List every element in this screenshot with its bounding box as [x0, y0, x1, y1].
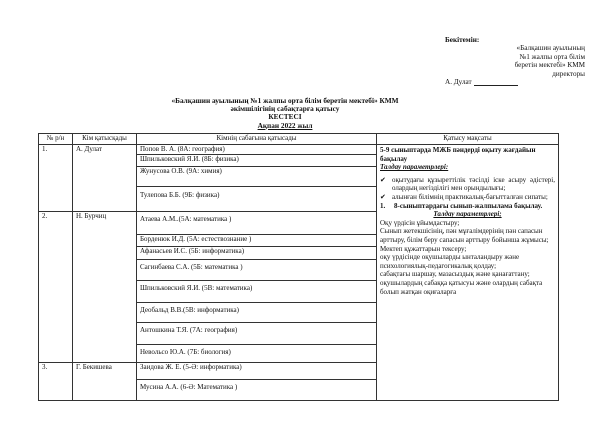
goal-line: Сынып жетекшісінің, пән мұғалімдерінің пән сапасын арттыру, білім беру сапасын арттыру бойынша жұмысы; [380, 227, 549, 244]
column-header: Қатысу мақсаты [377, 134, 559, 145]
table-row [39, 145, 559, 212]
teacher-entry: Сагинбаева С.А. (5Б: математика ) [137, 260, 376, 281]
teacher-entry: Невольсо Ю.А. (7Б: биология) [140, 348, 231, 356]
goal-bullet: ✔ оқытудағы құзыреттілік тәсілді іске асыру әдістері, олардың негізділігі мен орындылығы; [380, 175, 555, 193]
teachers-cell [137, 212, 377, 363]
approval-block [445, 36, 585, 86]
approval-label: Бекітемін: [445, 36, 480, 44]
akimat-line: әкімшілігінің сабақтарға қатысу [230, 104, 340, 114]
goal-line: Оқу үрдісін ұйымдастыру; [380, 218, 460, 227]
row-number: 1. [39, 145, 73, 212]
approval-line: №1 жалпы орта білім [519, 52, 585, 61]
params-label: Талдау параметрлері: [380, 163, 449, 172]
teacher-entry: Жунусова О.В. (9А: химия) [137, 167, 376, 187]
teacher-entry: Борденюк И.Д. (5А: естествознание ) [137, 235, 376, 247]
teacher-entry: Тулепова Б.Б. (9Б: физика) [140, 191, 220, 199]
goal-numbered: 1. 8-сыныптардағы сынып-жалпылама бақылау. [380, 201, 543, 210]
visitor-name: Г. Бекишева [73, 363, 137, 401]
approval-line: директоры [552, 69, 585, 78]
row-number: 2. [39, 212, 73, 363]
teacher-entry: Антошкина Т.Я. (7А: география) [137, 323, 376, 345]
document-title: КЕСТЕСІ [268, 112, 302, 122]
teacher-entry: Афанасьев И.С. (5Б: информатика) [137, 247, 376, 260]
teacher-entry: Попов В. А. (8А: география) [137, 145, 376, 155]
goal-line: Мектеп құжаттарын тексеру; [380, 244, 467, 253]
goal-line: оқу үрдісінде оқушыларды ынталандыру және психологиялық-педагогикалық қолдау; [380, 253, 520, 270]
approval-line: «Балқашин ауылының [516, 44, 585, 53]
document-header [100, 97, 470, 130]
teacher-entry: Шпильковский Я.И. (8Б: физика) [137, 155, 376, 167]
teacher-entry: Деобальд В.В.(5В: информатика) [137, 303, 376, 323]
teachers-cell [137, 363, 377, 401]
goal-line: сабақтағы шаршау, мазасыздық және қанағаттану; оқушылардың сабаққа қатысуы және олардың сабақта болып жатқан оқиғаларға [380, 270, 543, 296]
schedule-table [38, 133, 559, 401]
school-name: «Балқашин ауылының №1 жалпы орта білім беретін мектебі» КММ [171, 96, 399, 105]
teacher-entry: Шпильковский Я.И. (5В: математика) [137, 281, 376, 303]
checkmark-icon: ✔ [380, 175, 386, 184]
checkmark-icon: ✔ [380, 192, 386, 201]
signature-line [474, 79, 518, 86]
teacher-entry: Заидова Ж. Е. (5-Ә: информатика) [137, 363, 376, 380]
params-label-2: Талдау параметрлері; [433, 210, 502, 219]
goal-bullet: ✔ алынған білімнің практикалық-бағытталған сипаты; [380, 192, 548, 201]
visitor-name: А. Дулат [73, 145, 137, 212]
teacher-entry: Мусина А.А. (6-Ә: Математика ) [140, 383, 238, 391]
column-header: № р/н [39, 134, 73, 145]
approval-line: беретін мектебі» КММ [514, 61, 585, 70]
table-header-row [39, 134, 559, 145]
goal-cell [377, 145, 559, 401]
teachers-cell [137, 145, 377, 212]
approval-signer: А. Дулат [445, 78, 585, 86]
teacher-entry: Атаева А.М..(5А: математика ) [137, 212, 376, 235]
column-header: Кім қатысқады [73, 134, 137, 145]
row-number: 3. [39, 363, 73, 401]
period: Ақпан 2022 жыл [257, 120, 313, 130]
column-header: Кімнің сабағына қатысады [137, 134, 377, 145]
visitor-name: Н. Бурчиц [73, 212, 137, 363]
goal-heading: 5-9 сыныптарда МЖБ пәндерді оқыту жағдайын бақылау [380, 146, 536, 163]
